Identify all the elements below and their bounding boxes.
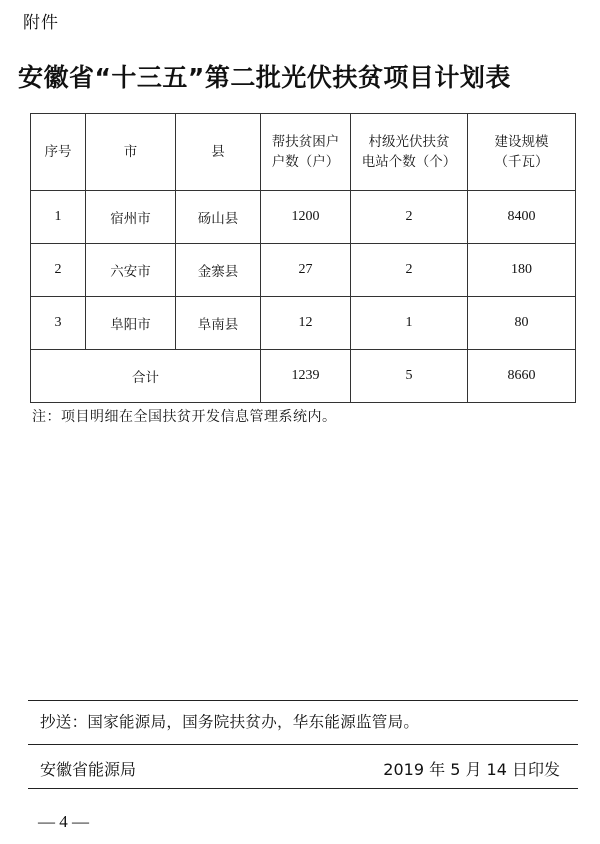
cell-capacity: 8400 [468, 191, 576, 244]
table-note: 注：项目明细在全国扶贫开发信息管理系统内。 [32, 409, 337, 425]
header-capacity-line2: （千瓦） [494, 154, 549, 170]
header-households [261, 114, 351, 191]
header-stations [351, 114, 468, 191]
cell-stations: 2 [351, 244, 468, 297]
cell-stations: 1 [351, 297, 468, 350]
header-city: 市 [86, 114, 176, 191]
cell-city: 宿州市 [86, 191, 176, 244]
table-row [31, 191, 576, 244]
document-title: 安徽省“十三五”第二批光伏扶贫项目计划表 [18, 63, 511, 92]
issue-date: 2019 年 5 月 14 日印发 [383, 760, 560, 779]
divider-middle [28, 744, 578, 745]
cell-households: 1200 [261, 191, 351, 244]
cell-stations: 2 [351, 191, 468, 244]
cell-households: 27 [261, 244, 351, 297]
cell-index: 1 [31, 191, 86, 244]
page-number: — 4 — [38, 812, 89, 831]
table-total-row [31, 350, 576, 403]
cell-county: 金寨县 [176, 244, 261, 297]
header-county: 县 [176, 114, 261, 191]
cell-capacity: 80 [468, 297, 576, 350]
issuer: 安徽省能源局 [40, 760, 137, 779]
cell-index: 3 [31, 297, 86, 350]
header-households-line2: 户数（户） [271, 154, 340, 170]
cell-city: 阜阳市 [86, 297, 176, 350]
cc-line: 抄送：国家能源局，国务院扶贫办，华东能源监管局。 [40, 713, 420, 731]
header-capacity [468, 114, 576, 191]
header-stations-line2: 电站个数（个） [361, 154, 457, 170]
cell-county: 砀山县 [176, 191, 261, 244]
cell-households: 12 [261, 297, 351, 350]
cell-city: 六安市 [86, 244, 176, 297]
header-households-line1: 帮扶贫困户 [271, 134, 340, 150]
total-capacity: 8660 [468, 350, 576, 403]
divider-bottom [28, 788, 578, 789]
header-stations-line1: 村级光伏扶贫 [368, 134, 450, 150]
total-households: 1239 [261, 350, 351, 403]
table-header-row [31, 114, 576, 191]
divider-top [28, 700, 578, 701]
cell-county: 阜南县 [176, 297, 261, 350]
attachment-label: 附件 [23, 13, 59, 33]
table-row [31, 297, 576, 350]
total-label: 合计 [31, 350, 261, 403]
project-plan-table [30, 113, 576, 403]
table-row [31, 244, 576, 297]
cell-capacity: 180 [468, 244, 576, 297]
cell-index: 2 [31, 244, 86, 297]
header-index: 序号 [31, 114, 86, 191]
header-capacity-line1: 建设规模 [494, 134, 549, 150]
total-stations: 5 [351, 350, 468, 403]
